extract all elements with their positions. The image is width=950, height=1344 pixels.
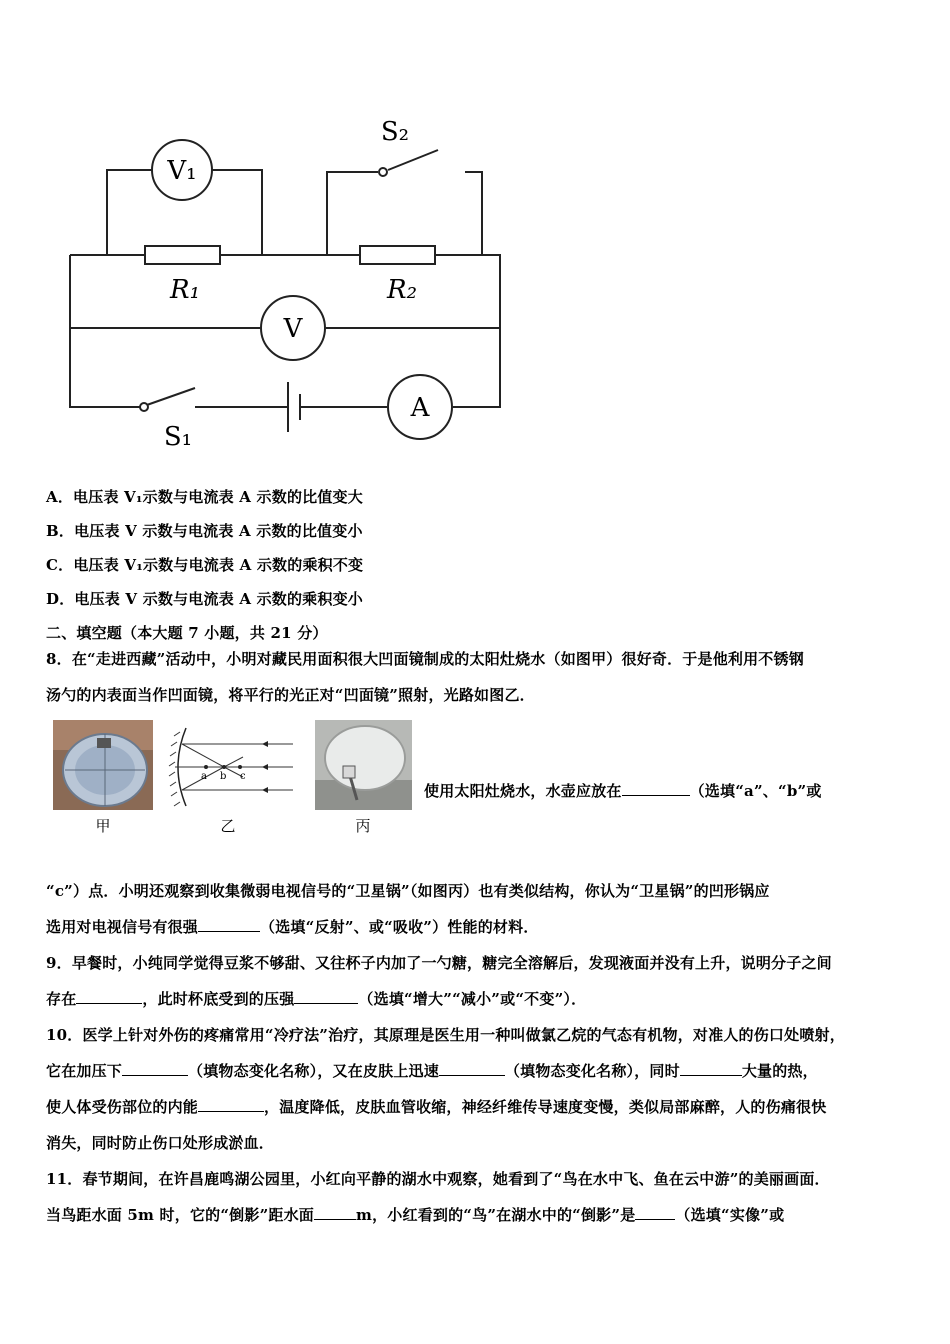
blank-q8-1[interactable] [622, 781, 690, 796]
q8-line3-a: 使用太阳灶烧水，水壶应放在 [424, 782, 622, 800]
q8-line4: “c”）点．小明还观察到收集微弱电视信号的“卫星锅”（如图丙）也有类似结构，你认为“卫星锅”的凹形锅应 [46, 882, 770, 900]
q8-line1: 8．在“走进西藏”活动中，小明对藏民用面积很大凹面镜制成的太阳灶烧水（如图甲）很好奇．于是他利用不锈钢 [46, 650, 804, 668]
blank-q10-4[interactable] [198, 1097, 264, 1112]
q10-line4: 消失，同时防止伤口处形成淤血． [46, 1134, 275, 1152]
q10-line3 [46, 1096, 826, 1117]
q8-line3 [424, 780, 822, 801]
q10-line2-a: 它在加压下 [46, 1062, 123, 1080]
q9-line2-b: ，此时杯底受到的压强 [142, 990, 295, 1008]
q10-line2-d: 大量的热， [741, 1062, 818, 1080]
image-jia-solar-cooker [53, 720, 153, 810]
blank-q8-2[interactable] [198, 917, 260, 932]
label-v1: V₁ [167, 156, 197, 186]
q11-line2-b: m，小红看到的“鸟”在湖水中的“倒影”是 [356, 1206, 636, 1224]
label-s1: S₁ [163, 422, 193, 452]
q11-line1: 11．春节期间，在许昌鹿鸣湖公园里，小红向平静的湖水中观察，她看到了“鸟在水中飞、鱼在云中游”的美丽画面． [46, 1170, 830, 1188]
point-c: c [240, 771, 246, 782]
blank-q10-2[interactable] [439, 1061, 505, 1076]
label-s2: S₂ [380, 117, 410, 147]
blank-q9-1[interactable] [76, 989, 142, 1004]
caption-bing: 丙 [355, 817, 371, 835]
label-v: V [283, 314, 303, 344]
point-b: b [220, 771, 227, 782]
resistor-r2 [360, 246, 435, 264]
q10-line2-c: （填物态变化名称），同时 [504, 1062, 680, 1080]
section-title: 二、填空题（本大题 7 小题，共 21 分） [46, 624, 328, 642]
q10-line2 [46, 1060, 818, 1081]
option-b: B．电压表 V 示数与电流表 A 示数的比值变小 [46, 522, 363, 540]
blank-q11-2[interactable] [635, 1205, 675, 1220]
q11-line2-a: 当鸟距水面 5m 时，它的“倒影”距水面 [46, 1206, 315, 1224]
image-bing-satellite-dish [315, 720, 412, 810]
q10-line1: 10．医学上针对外伤的疼痛常用“冷疗法”治疗，其原理是医生用一种叫做氯乙烷的气态有机物，对准人的伤口处喷射， [46, 1026, 845, 1044]
caption-jia: 甲 [95, 817, 111, 835]
q11-line2 [46, 1204, 784, 1225]
q10-line3-a: 使人体受伤部位的内能 [46, 1098, 199, 1116]
q8-line5 [46, 916, 539, 937]
option-c: C．电压表 V₁示数与电流表 A 示数的乘积不变 [46, 556, 364, 574]
label-r2: R₂ [387, 275, 417, 305]
label-r1: R₁ [170, 275, 200, 305]
q11-line2-c: （选填“实像”或 [675, 1206, 785, 1224]
point-a: a [201, 771, 207, 782]
q9-line2 [46, 988, 586, 1009]
q10-line2-b: （填物态变化名称），又在皮肤上迅速 [188, 1062, 439, 1080]
q9-line2-c: （选填“增大”“减小”或“不变”）． [358, 990, 587, 1008]
blank-q11-1[interactable] [314, 1205, 356, 1220]
blank-q9-2[interactable] [294, 989, 358, 1004]
q10-line3-b: ，温度降低，皮肤血管收缩，神经纤维传导速度变慢，类似局部麻醉，人的伤痛很快 [264, 1098, 827, 1116]
q8-line5-a: 选用对电视信号有很强 [46, 918, 199, 936]
q8-line5-b: （选填“反射”、或“吸收”）性能的材料． [260, 918, 539, 936]
label-a: A [410, 393, 430, 423]
q9-line1: 9．早餐时，小纯同学觉得豆浆不够甜、又往杯子内加了一勺糖，糖完全溶解后，发现液面并没有上升，说明分子之间 [46, 954, 832, 972]
q9-line2-a: 存在 [46, 990, 77, 1008]
q8-line2: 汤勺的内表面当作凹面镜，将平行的光正对“凹面镜”照射，光路如图乙． [46, 686, 535, 704]
circuit-diagram [60, 110, 520, 460]
q8-line3-b: （选填“a”、“b”或 [689, 782, 822, 800]
caption-yi: 乙 [220, 817, 236, 835]
resistor-r1 [145, 246, 220, 264]
blank-q10-1[interactable] [122, 1061, 188, 1076]
blank-q10-3[interactable] [680, 1061, 742, 1076]
diagram-yi-light-path [168, 722, 298, 812]
option-a: A．电压表 V₁示数与电流表 A 示数的比值变大 [46, 488, 363, 506]
option-d: D．电压表 V 示数与电流表 A 示数的乘积变小 [46, 590, 363, 608]
